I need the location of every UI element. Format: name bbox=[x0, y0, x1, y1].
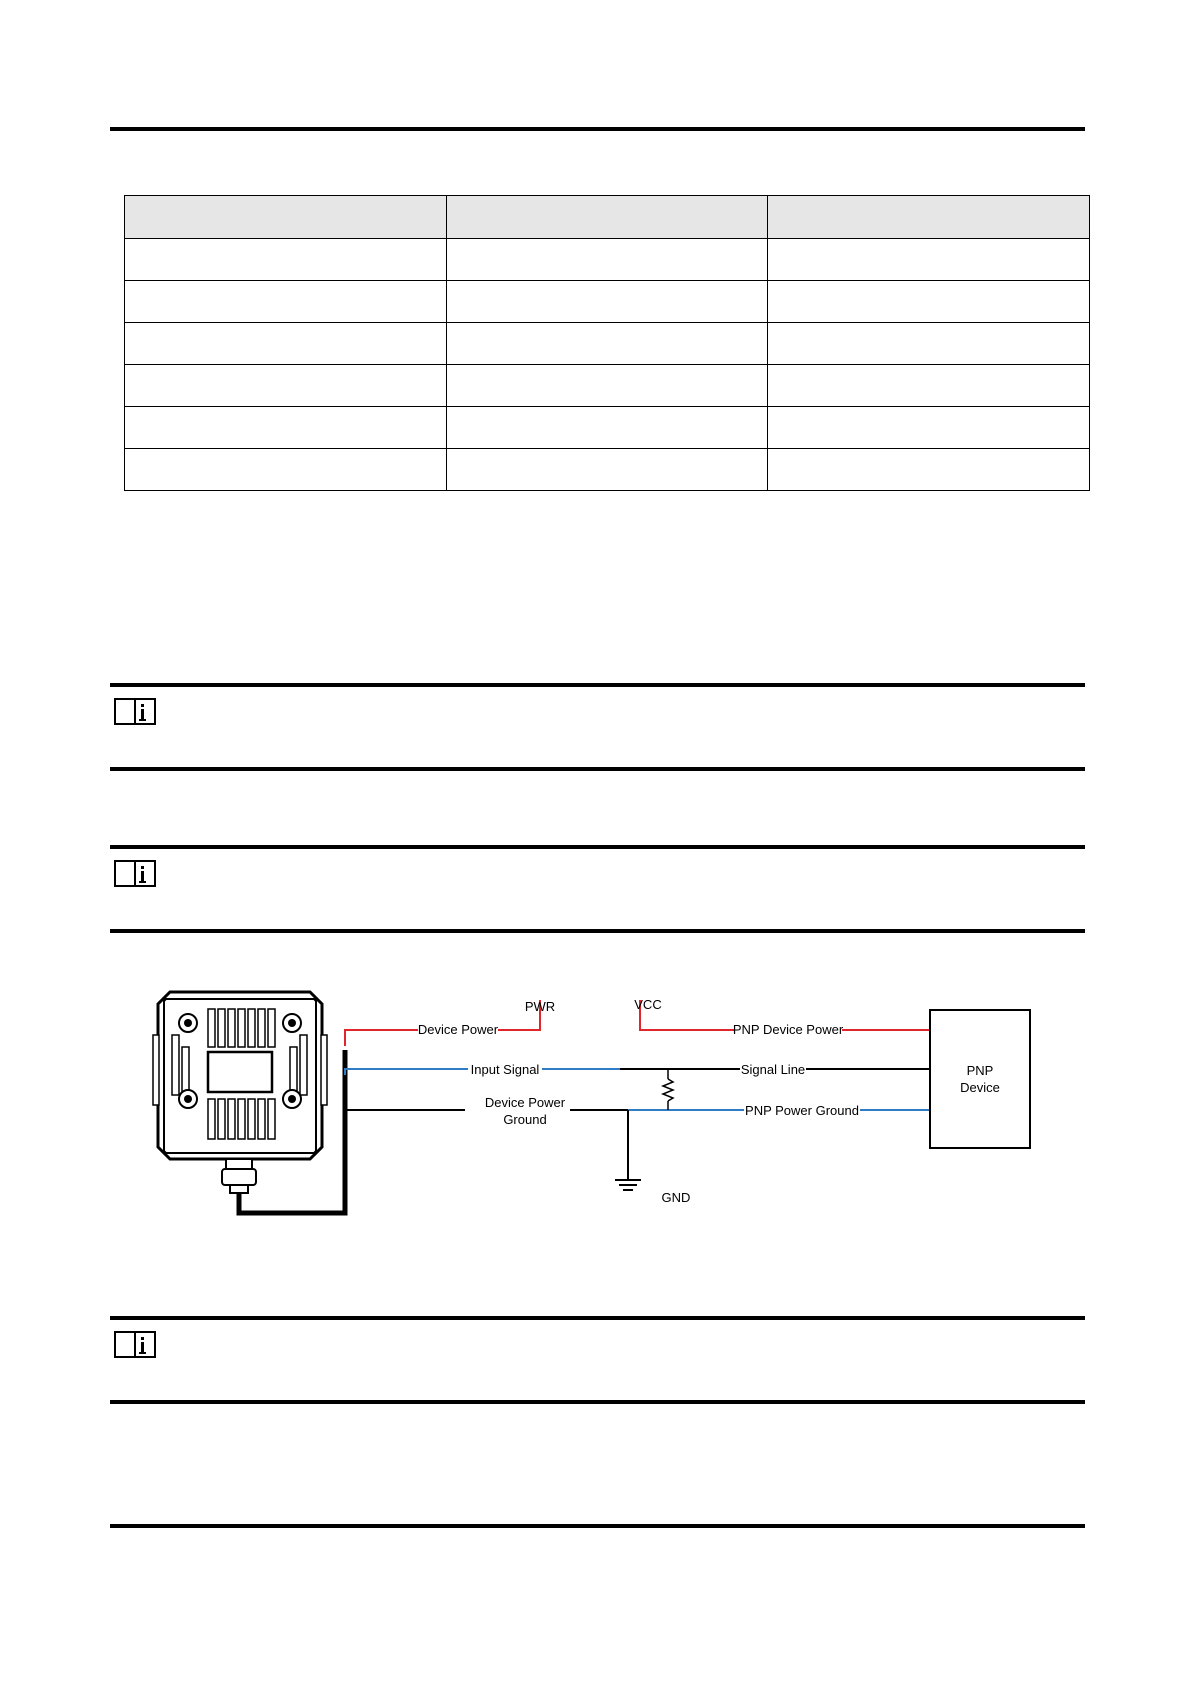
table-cell bbox=[768, 323, 1090, 365]
table-row bbox=[125, 281, 1090, 323]
table-header-cell bbox=[446, 196, 768, 239]
camera-device-icon bbox=[153, 992, 327, 1193]
footer-rule bbox=[110, 1524, 1085, 1528]
table-cell bbox=[125, 365, 447, 407]
table-row bbox=[125, 449, 1090, 491]
note-bottom-rule bbox=[110, 1400, 1085, 1404]
pnp-device-label-1: PNP bbox=[966, 1063, 994, 1078]
table-cell bbox=[768, 407, 1090, 449]
spec-table bbox=[124, 195, 1090, 491]
table-row bbox=[125, 323, 1090, 365]
table-header-cell bbox=[125, 196, 447, 239]
table-cell bbox=[768, 365, 1090, 407]
note-bottom-rule bbox=[110, 767, 1085, 771]
table-row bbox=[125, 365, 1090, 407]
device-power-ground-label-2: Ground bbox=[503, 1112, 547, 1127]
table-cell bbox=[125, 281, 447, 323]
ground-icon bbox=[615, 1110, 641, 1190]
note-book-icon bbox=[113, 858, 157, 888]
table-cell bbox=[125, 407, 447, 449]
gnd-label: GND bbox=[661, 1190, 691, 1205]
pnp-wiring-diagram bbox=[150, 975, 1050, 1225]
pwr-label: PWR bbox=[524, 999, 556, 1014]
note-top-rule bbox=[110, 845, 1085, 849]
table-header-cell bbox=[768, 196, 1090, 239]
note-bottom-rule bbox=[110, 929, 1085, 933]
table-cell bbox=[446, 407, 768, 449]
pnp-power-ground-label: PNP Power Ground bbox=[745, 1103, 859, 1118]
table-cell bbox=[446, 365, 768, 407]
pnp-device-label-2: Device bbox=[960, 1080, 1000, 1095]
table-cell bbox=[768, 449, 1090, 491]
table-cell bbox=[446, 239, 768, 281]
note-top-rule bbox=[110, 1316, 1085, 1320]
resistor-icon bbox=[663, 1069, 673, 1110]
table-cell bbox=[446, 323, 768, 365]
signal-line-label: Signal Line bbox=[740, 1062, 806, 1077]
table-cell bbox=[125, 239, 447, 281]
input-signal-label: Input Signal bbox=[470, 1062, 540, 1077]
note-top-rule bbox=[110, 683, 1085, 687]
table-row bbox=[125, 407, 1090, 449]
note-book-icon bbox=[113, 1329, 157, 1359]
device-power-label: Device Power bbox=[417, 1022, 499, 1037]
table-cell bbox=[768, 281, 1090, 323]
device-power-ground-wire bbox=[345, 1095, 465, 1110]
pnp-device-box bbox=[930, 1010, 1030, 1148]
table-header-row bbox=[125, 196, 1090, 239]
vcc-label: VCC bbox=[634, 997, 662, 1012]
table-cell bbox=[768, 239, 1090, 281]
table-cell bbox=[446, 281, 768, 323]
table-cell bbox=[125, 449, 447, 491]
pnp-device-power-label: PNP Device Power bbox=[732, 1022, 844, 1037]
note-book-icon bbox=[113, 696, 157, 726]
header-rule bbox=[110, 127, 1085, 131]
table-cell bbox=[125, 323, 447, 365]
table-cell bbox=[446, 449, 768, 491]
device-power-ground-label-1: Device Power bbox=[484, 1095, 566, 1110]
table-row bbox=[125, 239, 1090, 281]
